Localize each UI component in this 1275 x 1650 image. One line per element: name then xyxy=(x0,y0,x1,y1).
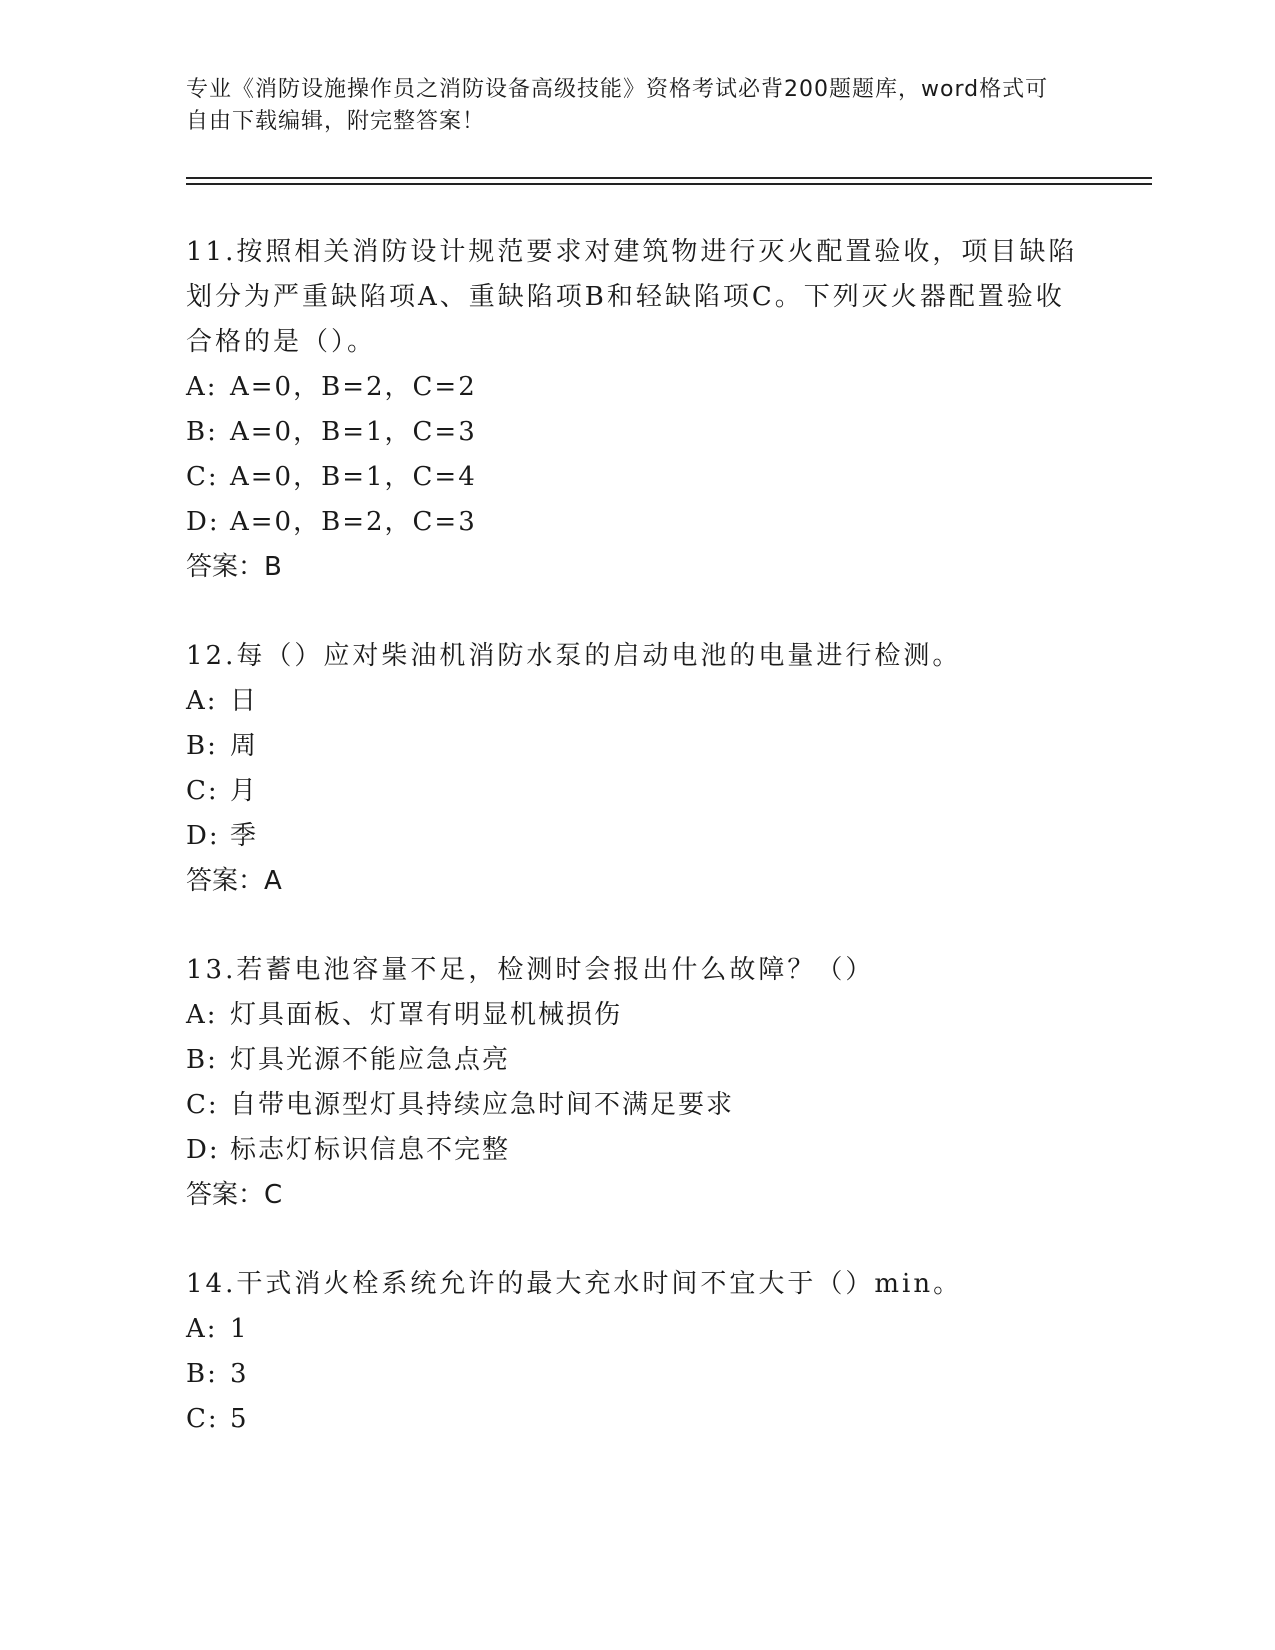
option-key: C: xyxy=(186,776,219,806)
answer-label: 答案： xyxy=(186,552,265,582)
header-divider-line xyxy=(186,183,1152,185)
option-text: A=0，B=2，C=2 xyxy=(230,372,477,402)
option-d xyxy=(186,814,1086,859)
question-14 xyxy=(186,1262,1086,1442)
option-key: A: xyxy=(186,1000,218,1030)
option-key: A: xyxy=(186,372,218,402)
option-a xyxy=(186,1307,1086,1352)
option-text: 3 xyxy=(230,1359,249,1389)
answer-line xyxy=(186,859,1086,904)
option-text: 季 xyxy=(230,821,259,851)
option-c xyxy=(186,769,1086,814)
option-a xyxy=(186,365,1086,410)
answer-line xyxy=(186,1173,1086,1218)
option-key: B: xyxy=(186,1359,218,1389)
option-b xyxy=(186,724,1086,769)
option-key: D: xyxy=(186,507,220,537)
option-key: B: xyxy=(186,417,218,447)
option-key: B: xyxy=(186,731,218,761)
answer-label: 答案： xyxy=(186,1180,265,1210)
option-c xyxy=(186,455,1086,500)
option-key: A: xyxy=(186,686,218,716)
option-d xyxy=(186,1128,1086,1173)
answer-value: A xyxy=(264,866,282,896)
option-text: 标志灯标识信息不完整 xyxy=(230,1135,511,1165)
question-13 xyxy=(186,948,1086,1218)
option-text: 自带电源型灯具持续应急时间不满足要求 xyxy=(230,1090,735,1120)
question-11 xyxy=(186,230,1086,590)
option-a xyxy=(186,679,1086,724)
option-text: 日 xyxy=(230,686,259,716)
option-key: D: xyxy=(186,821,220,851)
question-12 xyxy=(186,634,1086,904)
option-b xyxy=(186,1038,1086,1083)
option-text: 月 xyxy=(230,776,259,806)
option-text: 5 xyxy=(230,1404,249,1434)
answer-value: B xyxy=(264,552,282,582)
option-c xyxy=(186,1083,1086,1128)
option-text: 灯具光源不能应急点亮 xyxy=(230,1045,511,1075)
option-text: 1 xyxy=(230,1314,249,1344)
option-key: C: xyxy=(186,462,219,492)
option-b xyxy=(186,1352,1086,1397)
option-key: C: xyxy=(186,1404,219,1434)
question-stem: 11.按照相关消防设计规范要求对建筑物进行灭火配置验收，项目缺陷划分为严重缺陷项A、重缺陷项B和轻缺陷项C。下列灭火器配置验收合格的是（）。 xyxy=(186,237,1078,357)
question-stem: 14.干式消火栓系统允许的最大充水时间不宜大于（）min。 xyxy=(186,1269,963,1299)
answer-line xyxy=(186,545,1086,590)
option-text: A=0，B=1，C=3 xyxy=(230,417,477,447)
option-key: B: xyxy=(186,1045,218,1075)
option-text: A=0，B=1，C=4 xyxy=(230,462,477,492)
option-d xyxy=(186,500,1086,545)
option-key: C: xyxy=(186,1090,219,1120)
answer-value: C xyxy=(264,1180,283,1210)
option-text: A=0，B=2，C=3 xyxy=(230,507,477,537)
option-key: D: xyxy=(186,1135,220,1165)
header-divider-line xyxy=(186,177,1152,179)
option-a xyxy=(186,993,1086,1038)
option-c xyxy=(186,1397,1086,1442)
question-stem: 13.若蓄电池容量不足，检测时会报出什么故障？（） xyxy=(186,955,875,985)
option-key: A: xyxy=(186,1314,218,1344)
answer-label: 答案： xyxy=(186,866,265,896)
option-b xyxy=(186,410,1086,455)
question-stem: 12.每（）应对柴油机消防水泵的启动电池的电量进行检测。 xyxy=(186,641,962,671)
option-text: 周 xyxy=(230,731,259,761)
question-list xyxy=(186,230,1086,1486)
document-header: 专业《消防设施操作员之消防设备高级技能》资格考试必背200题题库，word格式可自由下载编辑，附完整答案！ xyxy=(186,77,1049,134)
option-text: 灯具面板、灯罩有明显机械损伤 xyxy=(230,1000,623,1030)
